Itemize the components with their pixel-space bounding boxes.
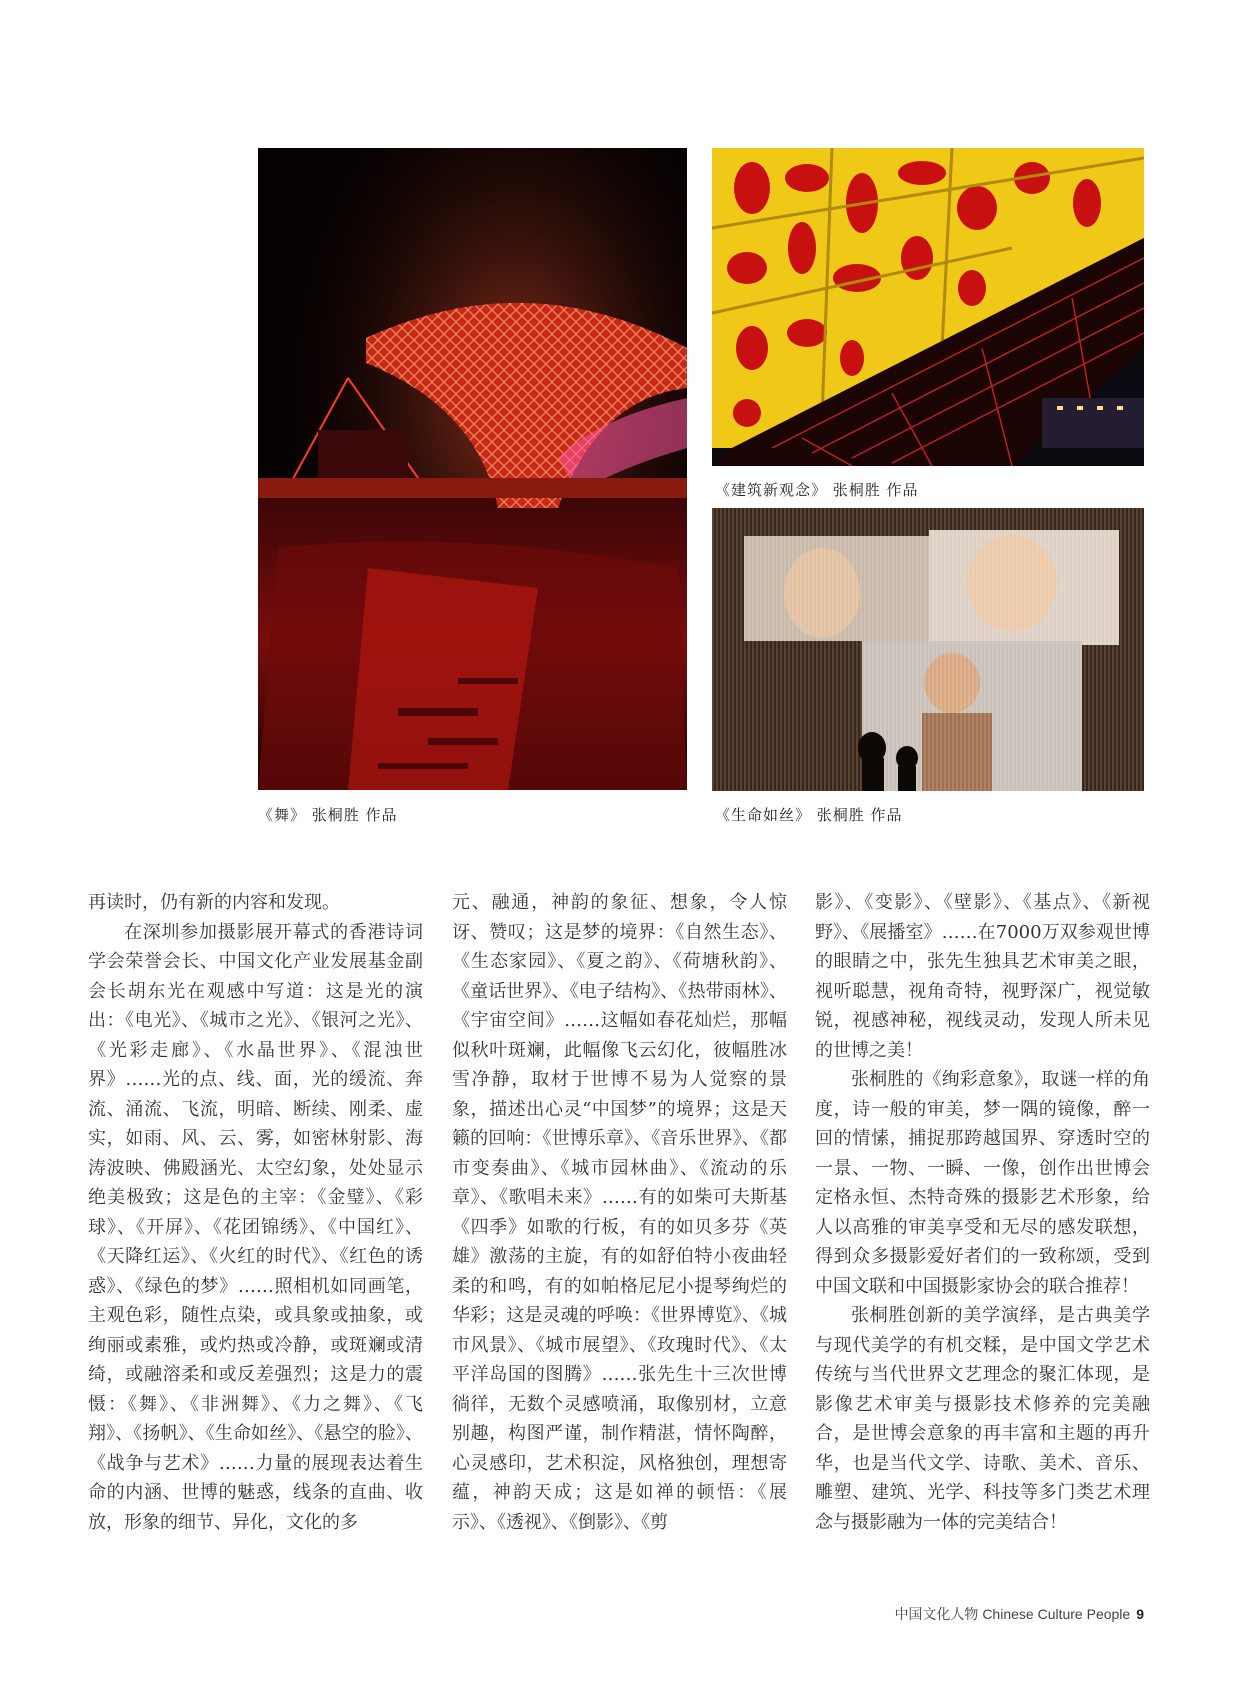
paragraph: 再读时，仍有新的内容和发现。 <box>88 892 340 913</box>
photo-caption-architecture: 《建筑新观念》 张桐胜 作品 <box>715 481 919 499</box>
paragraph: 影》、《变影》、《壁影》、《基点》、《新视野》、《展播室》……在7000万双参观世博的眼睛之中，张先生独具艺术审美之眼，视听聪慧，视角奇特，视野深广，视觉敏锐，视感神秘，视线灵动，发现人所未见的世博之美！ <box>815 892 1150 1061</box>
photo-wu <box>258 148 687 790</box>
page-number: 9 <box>1136 1606 1144 1622</box>
text-column-1 <box>88 888 423 1537</box>
photo-caption-wu: 《舞》 张桐胜 作品 <box>258 806 398 824</box>
paragraph: 在深圳参加摄影展开幕式的香港诗词学会荣誉会长、中国文化产业发展基金副会长胡东光在观感中写道：这是光的演出：《电光》、《城市之光》、《银河之光》、《光彩走廊》、《水晶世界》、《混浊世界》……光的点、线、面，光的缓流、奔流、涌流、飞流，明暗、断续、刚柔、虚实，如雨、风、云、雾，如密林射影、海涛波映、佛殿涵光、太空幻象，处处显示绝美极致；这是色的主宰：《金璧》、《彩球》、《开屏》、《花团锦绣》、《中国红》、《天降红运》、《火红的时代》、《红色的诱惑》、《绿色的梦》……照相机如同画笔，主观色彩，随性点染，或具象或抽象，或绚丽或素雅，或灼热或冷静，或斑斓或清绮，或融溶柔和或反差强烈；这是力的震慑：《舞》、《非洲舞》、《力之舞》、《飞翔》、《扬帆》、《生命如丝》、《悬空的脸》、《战争与艺术》……力量的展现表达着生命的内涵、世博的魅惑，线条的直曲、收放，形象的细节、异化，文化的多 <box>88 921 423 1533</box>
photo-architecture <box>712 148 1144 466</box>
paragraph: 张桐胜创新的美学演绎，是古典美学与现代美学的有机交糅，是中国文学艺术传统与当代世界文艺理念的聚汇体现，是影像艺术审美与摄影技术修养的完美融合，是世博会意象的再丰富和主题的再升华，也是当代文学、诗歌、美术、音乐、雕塑、建筑、光学、科技等多门类艺术理念与摄影融为一体的完美结合！ <box>815 1305 1150 1533</box>
paragraph: 元、融通，神韵的象征、想象，令人惊讶、赞叹；这是梦的境界：《自然生态》、《生态家园》、《夏之韵》、《荷塘秋韵》、《童话世界》、《电子结构》、《热带雨林》、《宇宙空间》……这幅如春花灿烂，那幅似秋叶斑斓，此幅像飞云幻化，彼幅胜冰雪净静，取材于世博不易为人觉察的景象，描述出心灵“中国梦”的境界；这是天籁的回响：《世博乐章》、《音乐世界》、《都市变奏曲》、《城市园林曲》、《流动的乐章》、《歌唱未来》……有的如柴可夫斯基《四季》如歌的行板，有的如贝多芬《英雄》激荡的主旋，有的如舒伯特小夜曲轻柔的和鸣，有的如帕格尼尼小提琴绚烂的华彩；这是灵魂的呼唤：《世界博览》、《城市风景》、《城市展望》、《玫瑰时代》、《太平洋岛国的图腾》……张先生十三次世博徜徉，无数个灵感喷涌，取像别材，立意别趣，构图严谨，制作精湛，情怀陶醉，心灵感印，艺术积淀，风格独创，理想寄蕴，神韵天成；这是如禅的顿悟：《展示》、《透视》、《倒影》、《剪 <box>452 892 787 1533</box>
string-curtain-projection-photo <box>712 508 1144 791</box>
paragraph: 张桐胜的《绚彩意象》，取谜一样的角度，诗一般的审美，梦一隅的镜像，醉一回的情愫，捕捉那跨越国界、穿透时空的一景、一物、一瞬、一像，创作出世博会定格永恒、杰特奇殊的摄影艺术形象，给人以高雅的审美享受和无尽的感发联想，得到众多摄影爱好者们的一致称颂，受到中国文联和中国摄影家协会的联合推荐！ <box>815 1069 1150 1297</box>
photo-caption-life: 《生命如丝》 张桐胜 作品 <box>715 806 903 824</box>
photo-life-like-silk <box>712 508 1144 791</box>
text-column-3 <box>815 888 1150 1537</box>
text-column-2 <box>452 888 787 1537</box>
page-footer <box>894 1604 1144 1624</box>
sun-valley-night-photo <box>258 148 687 790</box>
publication-name: 中国文化人物 Chinese Culture People <box>894 1606 1131 1622</box>
yellow-lattice-facade-photo <box>712 148 1144 466</box>
